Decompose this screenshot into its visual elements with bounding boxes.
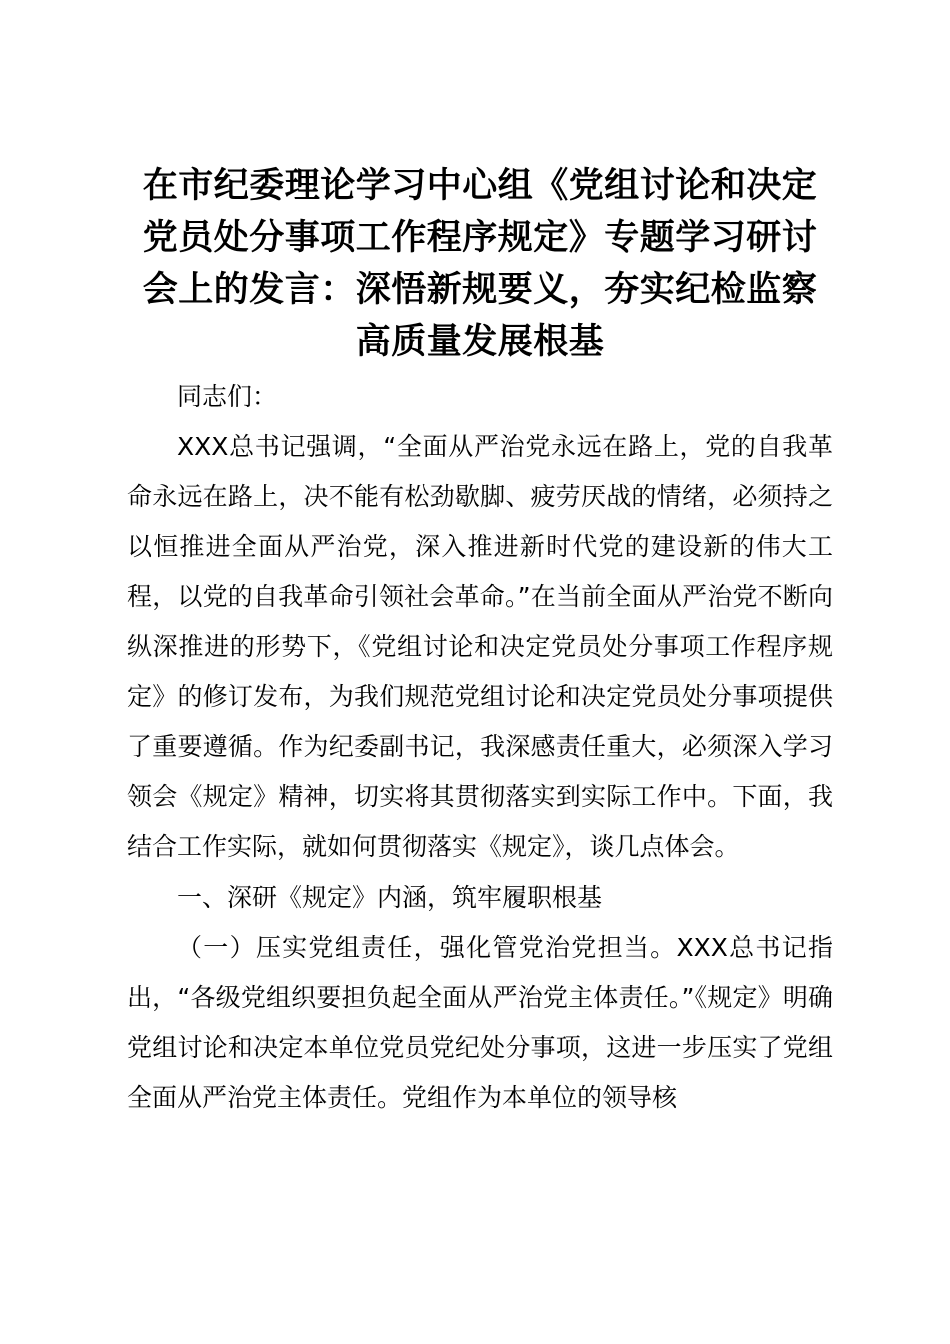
subsection-paragraph: （一）压实党组责任，强化管党治党担当。XXX总书记指出，“各级党组织要担负起全面从严治党主体责任。”《规定》明确党组讨论和决定本单位党员党纪处分事项，这进一步压实了党组全面从严治党主体责任。党组作为本单位的领导核 xyxy=(127,933,833,1112)
salutation: 同志们： xyxy=(177,382,278,411)
document-title: 在市纪委理论学习中心组《党组讨论和决定党员处分事项工作程序规定》专题学习研讨会上的发言：深悟新规要义，夯实纪检监察高质量发展根基 xyxy=(142,166,818,362)
section-heading: 一、深研《规定》内涵，筑牢履职根基 xyxy=(177,883,603,912)
body-paragraph: XXX总书记强调，“全面从严治党永远在路上，党的自我革命永远在路上，决不能有松劲歇脚、疲劳厌战的情绪，必须持之以恒推进全面从严治党，深入推进新时代党的建设新的伟大工程，以党的自我革命引领社会革命。”在当前全面从严治党不断向纵深推进的形势下，《党组讨论和决定党员处分事项工作程序规定》的修订发布，为我们规范党组讨论和决定党员处分事项提供了重要遵循。作为纪委副书记，我深感责任重大，必须深入学习领会《规定》精神，切实将其贯彻落实到实际工作中。下面，我结合工作实际，就如何贯彻落实《规定》，谈几点体会。 xyxy=(127,432,833,861)
document-page xyxy=(127,160,833,1123)
